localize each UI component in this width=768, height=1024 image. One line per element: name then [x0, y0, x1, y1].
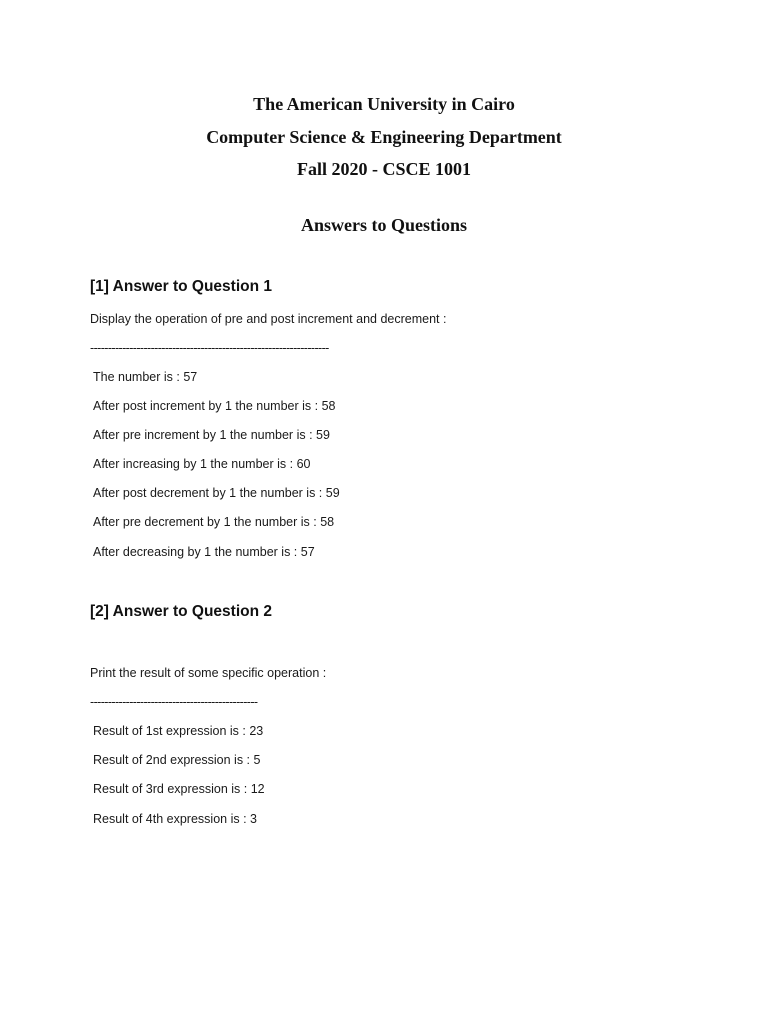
output-line: Result of 3rd expression is : 12	[93, 782, 265, 796]
department-name: Computer Science & Engineering Department	[206, 127, 562, 147]
question-2-separator: -----------------------------------------------	[90, 695, 258, 709]
question-1-separator: -------------------------------------------------------------------	[90, 341, 329, 355]
output-line: Result of 4th expression is : 3	[93, 812, 257, 826]
output-line: The number is : 57	[93, 370, 198, 384]
output-line: After post decrement by 1 the number is : 59	[93, 486, 340, 500]
question-1-intro: Display the operation of pre and post increment and decrement :	[90, 312, 447, 326]
output-line: After pre decrement by 1 the number is : 58	[93, 515, 335, 529]
output-line: Result of 2nd expression is : 5	[93, 753, 261, 767]
output-line: After pre increment by 1 the number is : 59	[93, 428, 330, 442]
output-line: After increasing by 1 the number is : 60	[93, 457, 311, 471]
output-line: After decreasing by 1 the number is : 57	[93, 545, 315, 559]
course-name: Fall 2020 - CSCE 1001	[296, 159, 471, 179]
output-line: Result of 1st expression is : 23	[93, 724, 264, 738]
question-1-heading: [1] Answer to Question 1	[90, 278, 273, 295]
output-line: After post increment by 1 the number is : 58	[93, 399, 336, 413]
document-title: Answers to Questions	[300, 215, 467, 235]
question-2-heading: [2] Answer to Question 2	[90, 603, 273, 620]
question-2-intro: Print the result of some specific operation :	[90, 666, 327, 680]
university-name: The American University in Cairo	[253, 94, 515, 114]
